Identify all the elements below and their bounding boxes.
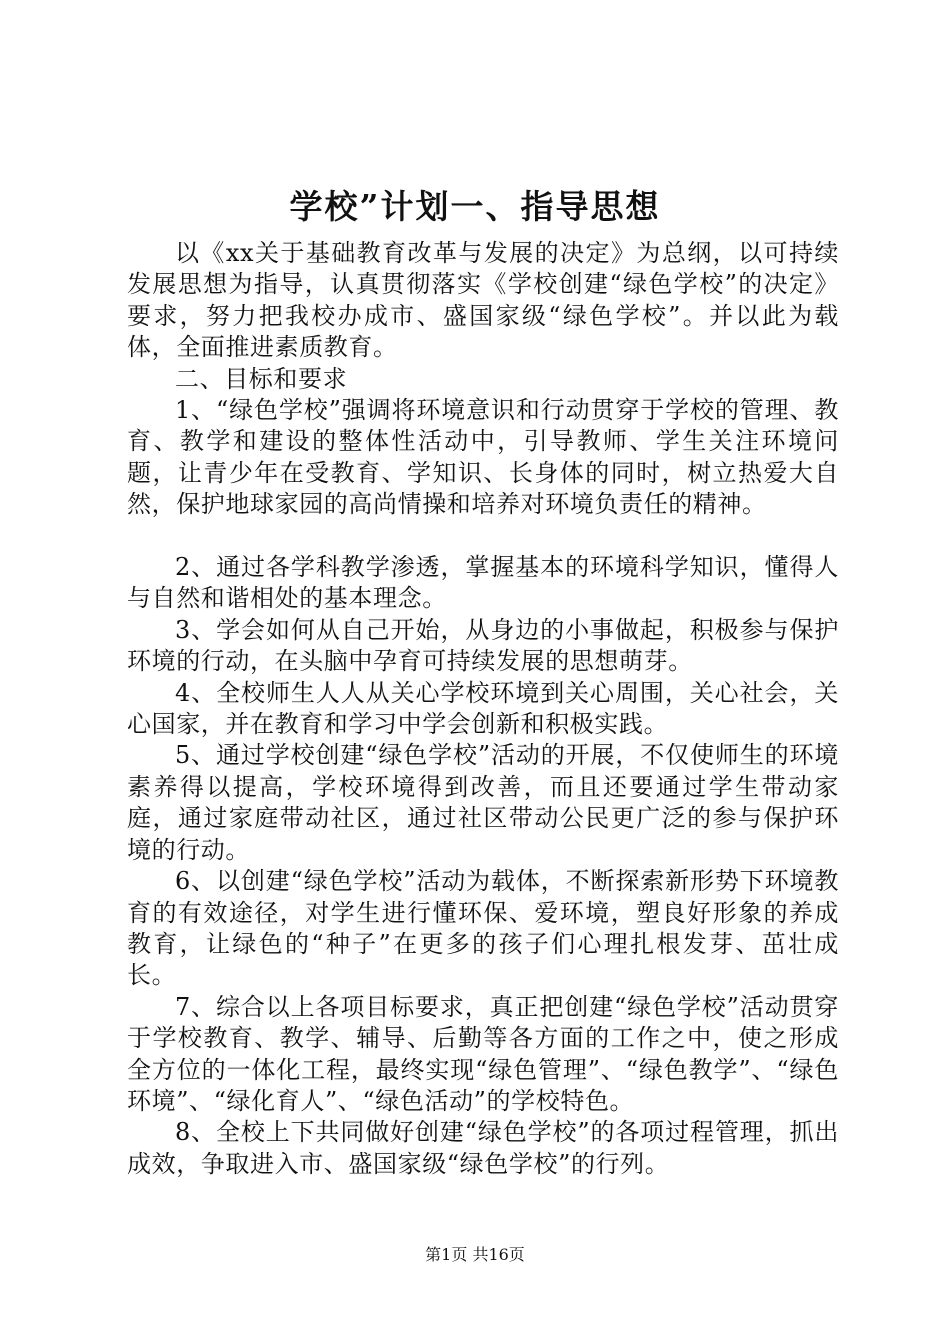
document-body	[127, 238, 839, 1180]
paragraph-goal-1: 1、“绿色学校”强调将环境意识和行动贯穿于学校的管理、教育、教学和建设的整体性活动中，引导教师、学生关注环境问题，让青少年在受教育、学知识、长身体的同时，树立热爱大自然，保护地球家园的高尚情操和培养对环境负责任的精神。	[127, 396, 839, 519]
paragraph-goal-3: 3、学会如何从自己开始，从身边的小事做起，积极参与保护环境的行动，在头脑中孕育可持续发展的思想萌芽。	[127, 615, 839, 676]
paragraph-goal-8: 8、全校上下共同做好创建“绿色学校”的各项过程管理，抓出成效，争取进入市、盛国家级“绿色学校”的行列。	[127, 1118, 839, 1178]
paragraph-goal-4: 4、全校师生人人从关心学校环境到关心周围，关心社会，关心国家，并在教育和学习中学会创新和积极实践。	[127, 678, 839, 739]
section-heading-goals: 二、目标和要求	[175, 364, 348, 393]
paragraph-goal-7: 7、综合以上各项目标要求，真正把创建“绿色学校”活动贯穿于学校教育、教学、辅导、后勤等各方面的工作之中，使之形成全方位的一体化工程，最终实现“绿色管理”、“绿色教学”、“绿色环境”、“绿化育人”、“绿色活动”的学校特色。	[127, 992, 839, 1115]
document-title: 学校”计划一、指导思想	[289, 187, 661, 226]
paragraph-goal-6: 6、以创建“绿色学校”活动为载体，不断探索新形势下环境教育的有效途径，对学生进行懂环保、爱环境，塑良好形象的养成教育，让绿色的“种子”在更多的孩子们心理扎根发芽、茁壮成长。	[127, 867, 839, 990]
page-number-footer: 第1页 共16页	[425, 1245, 525, 1264]
paragraph-guiding-ideology: 以《xx关于基础教育改革与发展的决定》为总纲，以可持续发展思想为指导，认真贯彻落实《学校创建“绿色学校”的决定》要求，努力把我校办成市、盛国家级“绿色学校”。并以此为载体，全面推进素质教育。	[127, 239, 839, 362]
paragraph-goal-5: 5、通过学校创建“绿色学校”活动的开展，不仅使师生的环境素养得以提高，学校环境得到改善，而且还要通过学生带动家庭，通过家庭带动社区，通过社区带动公民更广泛的参与保护环境的行动。	[127, 741, 839, 864]
paragraph-goal-2: 2、通过各学科教学渗透，掌握基本的环境科学知识，懂得人与自然和谐相处的基本理念。	[127, 553, 839, 613]
